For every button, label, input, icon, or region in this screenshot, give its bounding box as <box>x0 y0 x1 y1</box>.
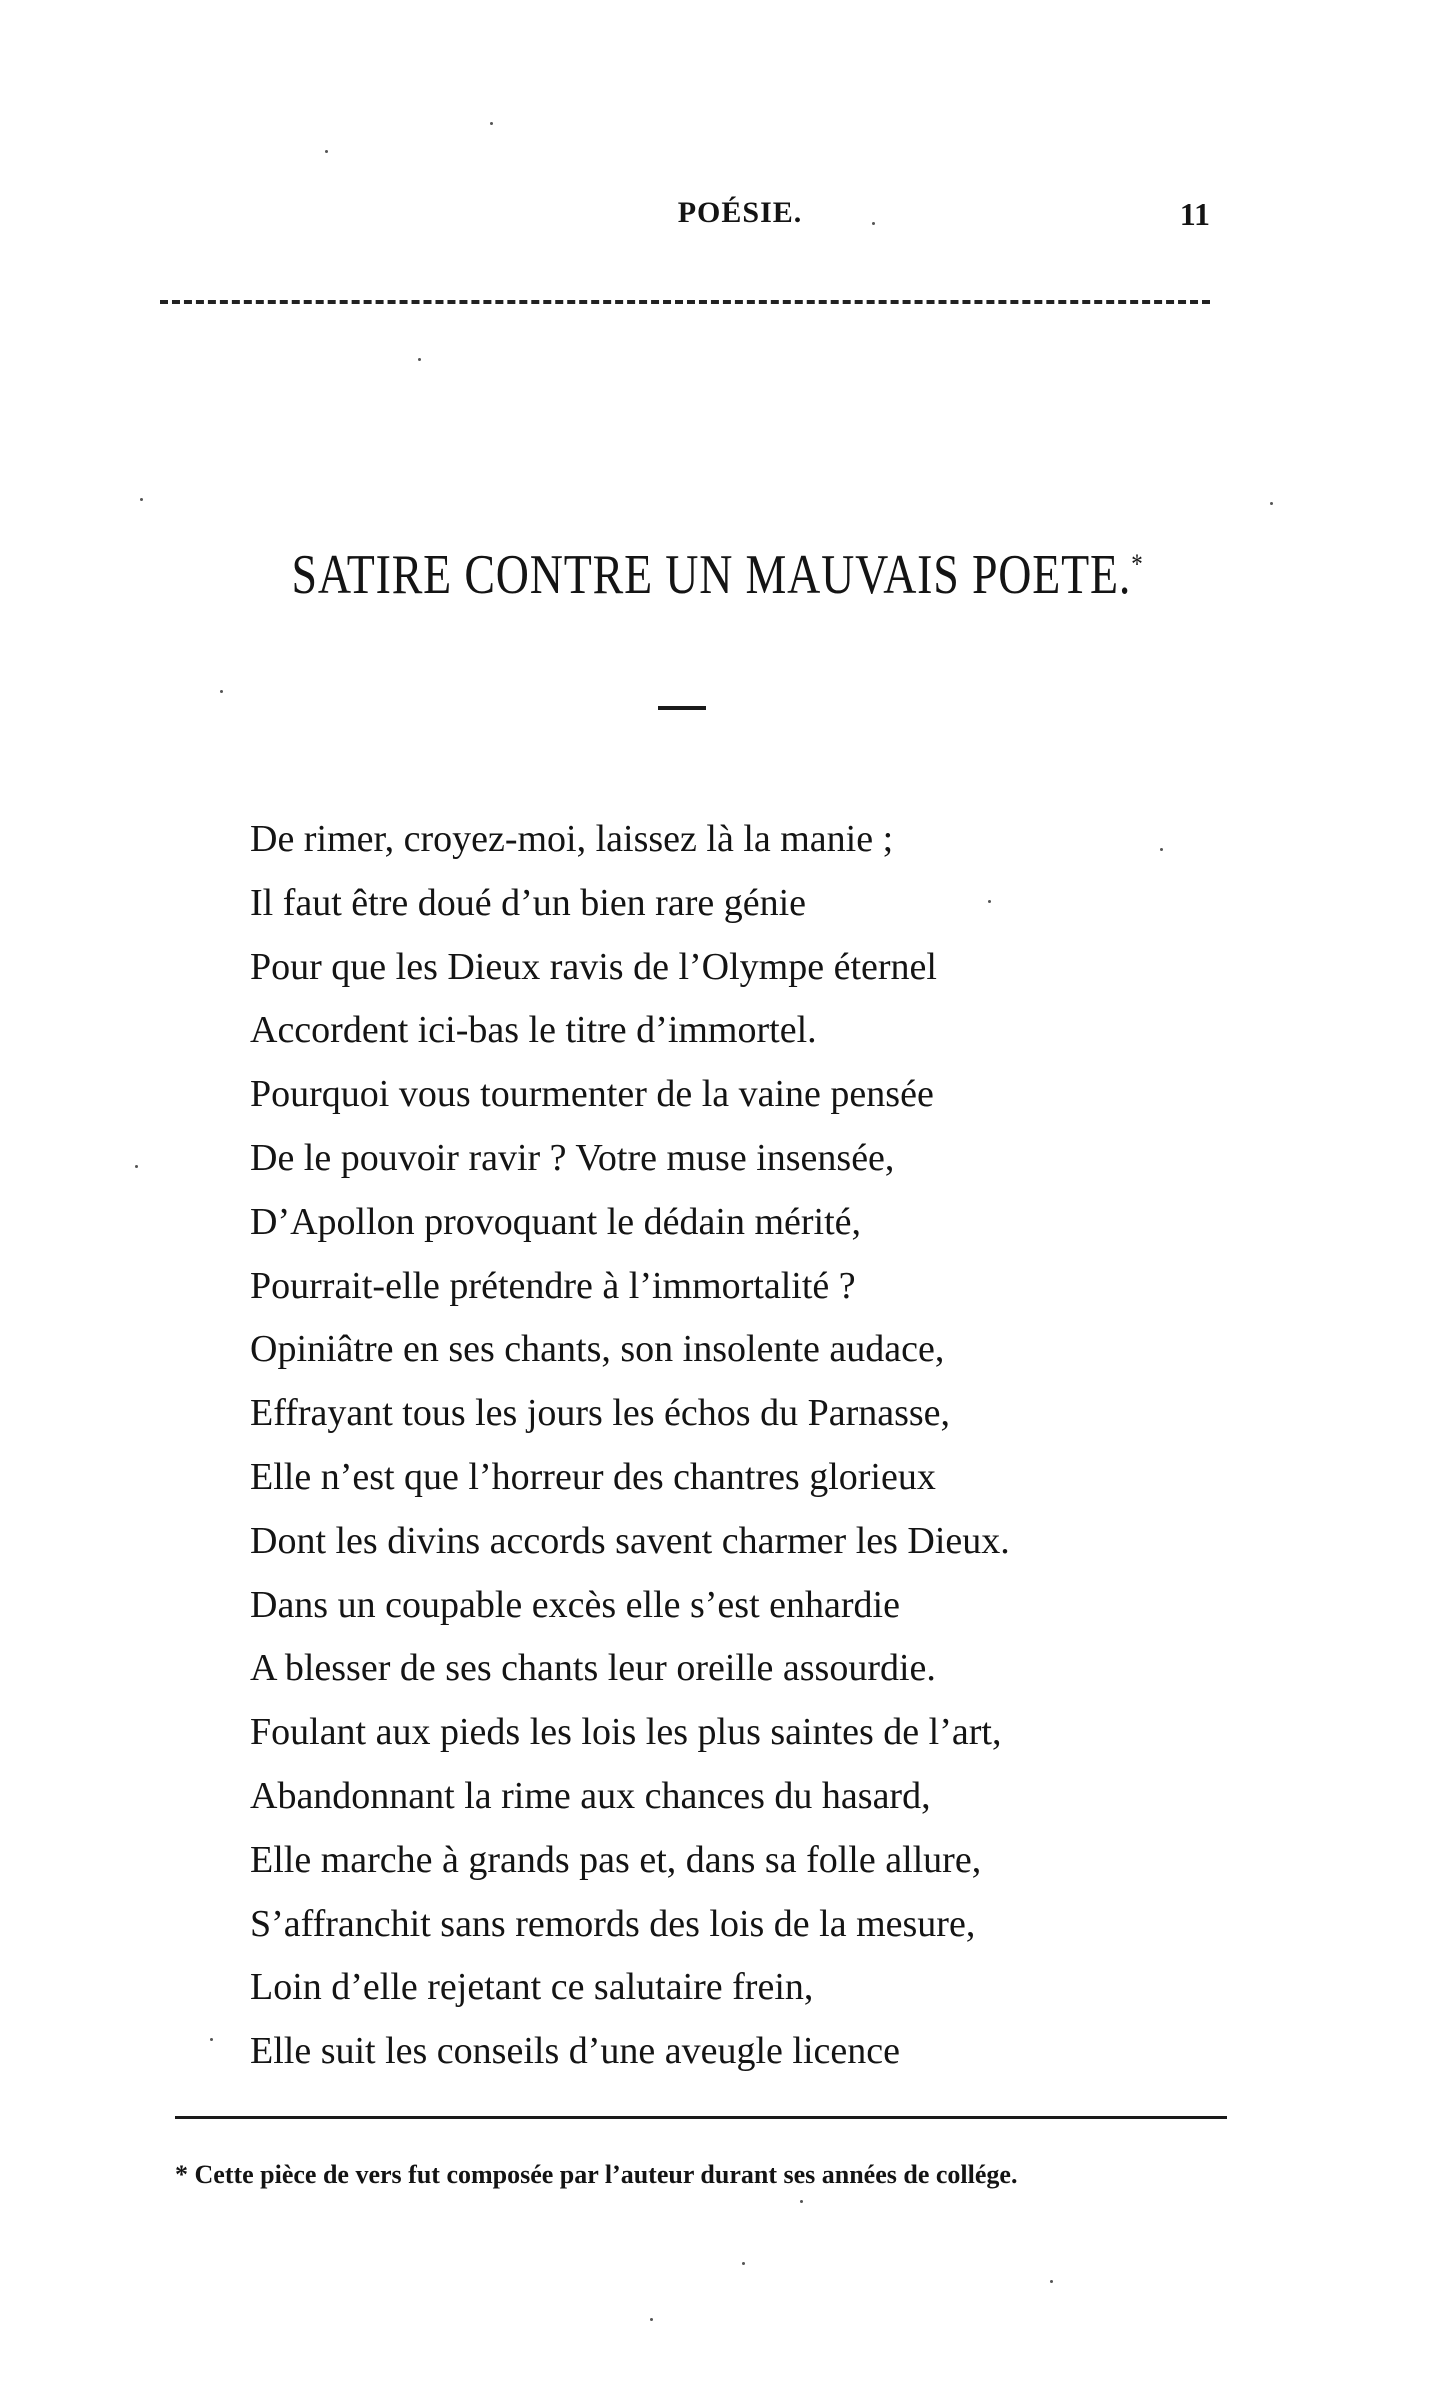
scan-speck <box>325 150 328 153</box>
scan-speck <box>220 690 223 693</box>
verse-line: Abandonnant la rime aux chances du hasard, <box>250 1774 931 1817</box>
running-title: POÉSIE. <box>677 196 803 229</box>
scan-speck <box>742 2262 745 2265</box>
footnote-reference-marker: * <box>1131 548 1144 580</box>
verse-line: De rimer, croyez-moi, laissez là la manie ; <box>250 818 894 860</box>
verse-line: Elle suit les conseils d’une aveugle licence <box>250 2030 900 2073</box>
scan-speck <box>872 222 875 225</box>
verse-line: S’affranchit sans remords des lois de la mesure, <box>250 1902 976 1945</box>
verse-line: Elle marche à grands pas et, dans sa folle allure, <box>250 1838 982 1881</box>
scan-speck <box>988 900 991 903</box>
scan-speck <box>418 358 421 361</box>
footnote-divider <box>175 2116 1227 2119</box>
verse-line: Loin d’elle rejetant ce salutaire frein, <box>250 1966 814 2009</box>
scan-speck <box>135 1165 138 1168</box>
scan-speck <box>1050 2280 1053 2283</box>
scan-speck <box>210 2038 213 2041</box>
verse-line: Effrayant tous les jours les échos du Parnasse, <box>250 1392 951 1435</box>
scan-speck <box>490 122 493 125</box>
verse-line: Pourrait-elle prétendre à l’immortalité ? <box>250 1264 856 1307</box>
running-head <box>160 196 1210 236</box>
verse-line: Il faut être doué d’un bien rare génie <box>250 881 807 924</box>
title-separator <box>658 706 706 710</box>
poem-title-text: SATIRE CONTRE UN MAUVAIS POETE. <box>291 543 1132 606</box>
verse-line: Dans un coupable excès elle s’est enhardie <box>250 1583 900 1626</box>
page-number: 11 <box>1179 196 1210 232</box>
poem-title <box>129 543 1306 607</box>
footnote: * Cette pièce de vers fut composée par l’auteur durant ses années de collége. <box>175 2160 1018 2189</box>
verse-line: Dont les divins accords savent charmer les Dieux. <box>250 1519 1010 1562</box>
verse-line: De le pouvoir ravir ? Votre muse insensée, <box>250 1136 895 1179</box>
header-divider <box>160 300 1210 304</box>
scan-speck <box>140 498 143 501</box>
verse-line: A blesser de ses chants leur oreille assourdie. <box>250 1647 936 1690</box>
verse-line: Pourquoi vous tourmenter de la vaine pensée <box>250 1073 934 1116</box>
verse-line: Elle n’est que l’horreur des chantres glorieux <box>250 1455 936 1498</box>
scan-speck <box>650 2318 653 2321</box>
scan-speck <box>800 2200 803 2203</box>
verse-line: Opiniâtre en ses chants, son insolente audace, <box>250 1328 945 1371</box>
scan-speck <box>1270 502 1273 505</box>
verse-line: Foulant aux pieds les lois les plus saintes de l’art, <box>250 1711 1002 1754</box>
poem-verses <box>250 808 1250 2084</box>
verse-line: Accordent ici-bas le titre d’immortel. <box>250 1009 817 1052</box>
scan-speck <box>1160 848 1163 851</box>
verse-line: Pour que les Dieux ravis de l’Olympe éternel <box>250 945 937 988</box>
verse-line: D’Apollon provoquant le dédain mérité, <box>250 1200 862 1243</box>
